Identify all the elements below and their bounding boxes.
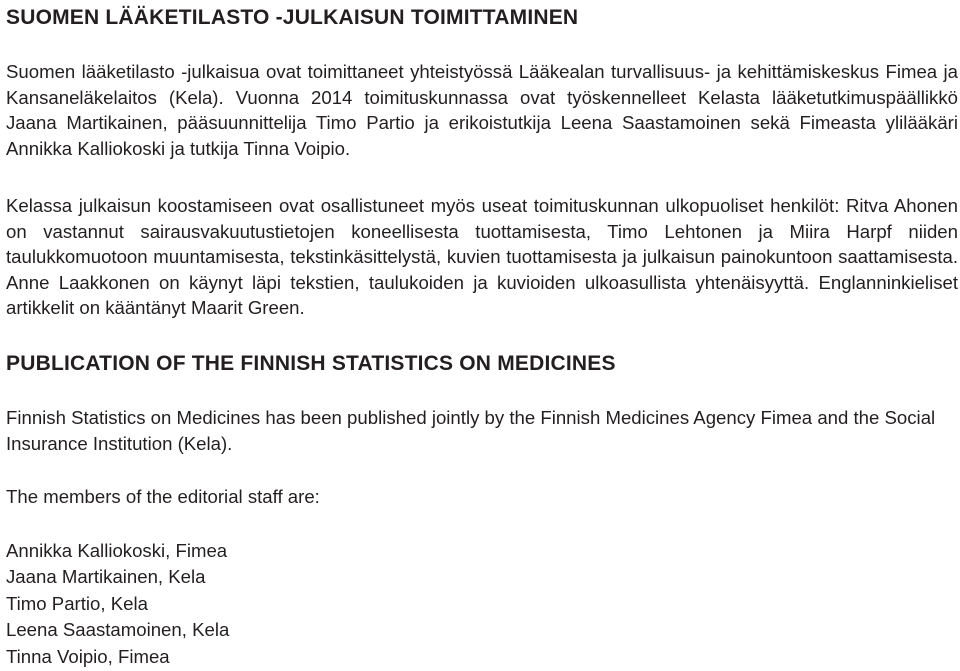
finnish-paragraph-editors: Suomen lääketilasto -julkaisua ovat toimittaneet yhteistyössä Lääkealan turvallisuus- ja kehittämiskeskus Fimea ja Kansaneläkelaitos (Kela). Vuonna 2014 toimituskunnassa ovat työskennelleet Kelasta lääketutkimuspäällikkö Jaana Martikainen, pääsuunnittelija Timo Partio ja erikoistutkija Leena Saastamoinen sekä Fimeasta ylilääkäri Annikka Kalliokoski ja tutkija Tinna Voipio.	[6, 61, 958, 159]
section-heading-english: PUBLICATION OF THE FINNISH STATISTICS ON MEDICINES	[6, 352, 616, 375]
editorial-staff-list	[6, 538, 229, 670]
staff-member: Tinna Voipio, Fimea	[6, 645, 170, 667]
finnish-paragraph-contributors: Kelassa julkaisun koostamiseen ovat osallistuneet myös useat toimituskunnan ulkopuoliset henkilöt: Ritva Ahonen on vastannut sairausvakuutustietojen koneellisesta tuottamisesta, Timo Lehtonen ja Miira Harpf niiden taulukkomuotoon muuntamisesta, tekstinkäsittelystä, kuvien tuottamisesta ja julkaisun painokuntoon saattamisesta. Anne Laakkonen on käynyt läpi tekstien, taulukoiden ja kuvioiden ulkoasullista yhtenäisyyttä. Englanninkieliset artikkelit on kääntänyt Maarit Green.	[6, 195, 958, 319]
staff-member: Timo Partio, Kela	[6, 592, 148, 614]
staff-member: Jaana Martikainen, Kela	[6, 566, 206, 588]
staff-member: Annikka Kalliokoski, Fimea	[6, 540, 228, 561]
english-paragraph-publisher: Finnish Statistics on Medicines has been published jointly by the Finnish Medicines Agency Fimea and the Social Insurance Institution (Kela).	[6, 407, 936, 454]
staff-member: Leena Saastamoinen, Kela	[6, 619, 230, 641]
english-paragraph-staff-intro: The members of the editorial staff are:	[6, 486, 320, 507]
section-heading-finnish: SUOMEN LÄÄKETILASTO -JULKAISUN TOIMITTAMINEN	[6, 6, 579, 29]
